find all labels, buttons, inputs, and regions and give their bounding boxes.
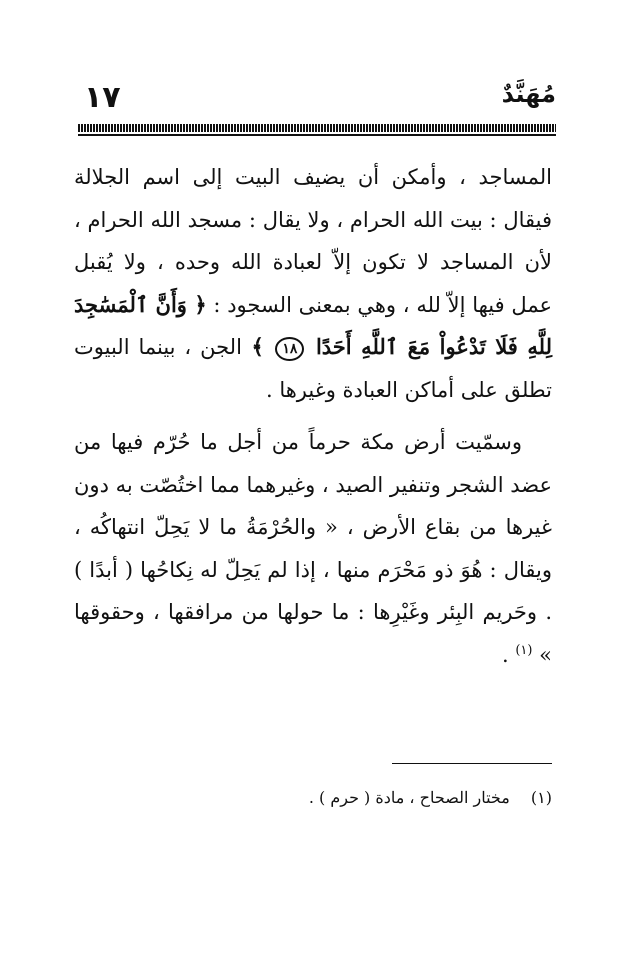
- page-number: ١٧: [84, 80, 121, 115]
- header-rule: [78, 124, 556, 132]
- footnote-reference[interactable]: (١): [515, 642, 533, 658]
- paragraph-1-continuation: الجن ، بينما البيوت تطلق على أماكن العبادة وغيرها .: [74, 335, 552, 402]
- paragraph-1: [74, 156, 552, 411]
- footnote-separator: [392, 763, 552, 764]
- footnote: [74, 786, 552, 810]
- paragraph-1-text: المساجد ، وأمكن أن يضيف البيت إلى اسم الجلالة فيقال : بيت الله الحرام ، ولا يقال : مسجد الله الحرام ، لأن المساجد لا تكون إلاّ لعبادة الله وحده ، ولا يُقبل عمل فيها إلاّ لله ، وهي بمعنى السجود :: [74, 165, 552, 317]
- footnote-text: مختار الصحاح ، مادة ( حرم ) .: [308, 788, 510, 807]
- verse-close-bracket: ﴾: [251, 334, 264, 359]
- verse-text: وَأَنَّ ٱلْمَسَٰجِدَ لِلَّهِ فَلَا تَدْعُواْ مَعَ ٱللَّهِ أَحَدًا: [74, 291, 553, 359]
- book-title: مُهَنَّدٌ: [501, 80, 556, 108]
- paragraph-2-end: .: [501, 642, 509, 667]
- page-header: [70, 78, 556, 124]
- body-text: [74, 156, 552, 676]
- verse-open-bracket: ﴿: [194, 291, 207, 317]
- footnote-number: (١): [530, 788, 552, 807]
- verse-number-medallion: ١٨: [275, 337, 304, 361]
- header-rule-thin: [78, 134, 556, 136]
- paragraph-2: [74, 421, 552, 676]
- paragraph-2-text: وسمّيت أرض مكة حرماً من أجل ما حُرّم فيها من عضد الشجر وتنفير الصيد ، وغيرهما مما اختُصّت به دون غيرها من بقاع الأرض ، « والحُرْمَةُ ما لا يَحِلّ انتهاكُه ، ويقال : هُوَ ذو مَحْرَم منها ، إذا لم يَحِلّ له نِكاحُها ( أبدًا ) . وحَريم البِئر وغَيْرِها : ما حولها من مرافقها ، وحقوقها »: [74, 430, 552, 667]
